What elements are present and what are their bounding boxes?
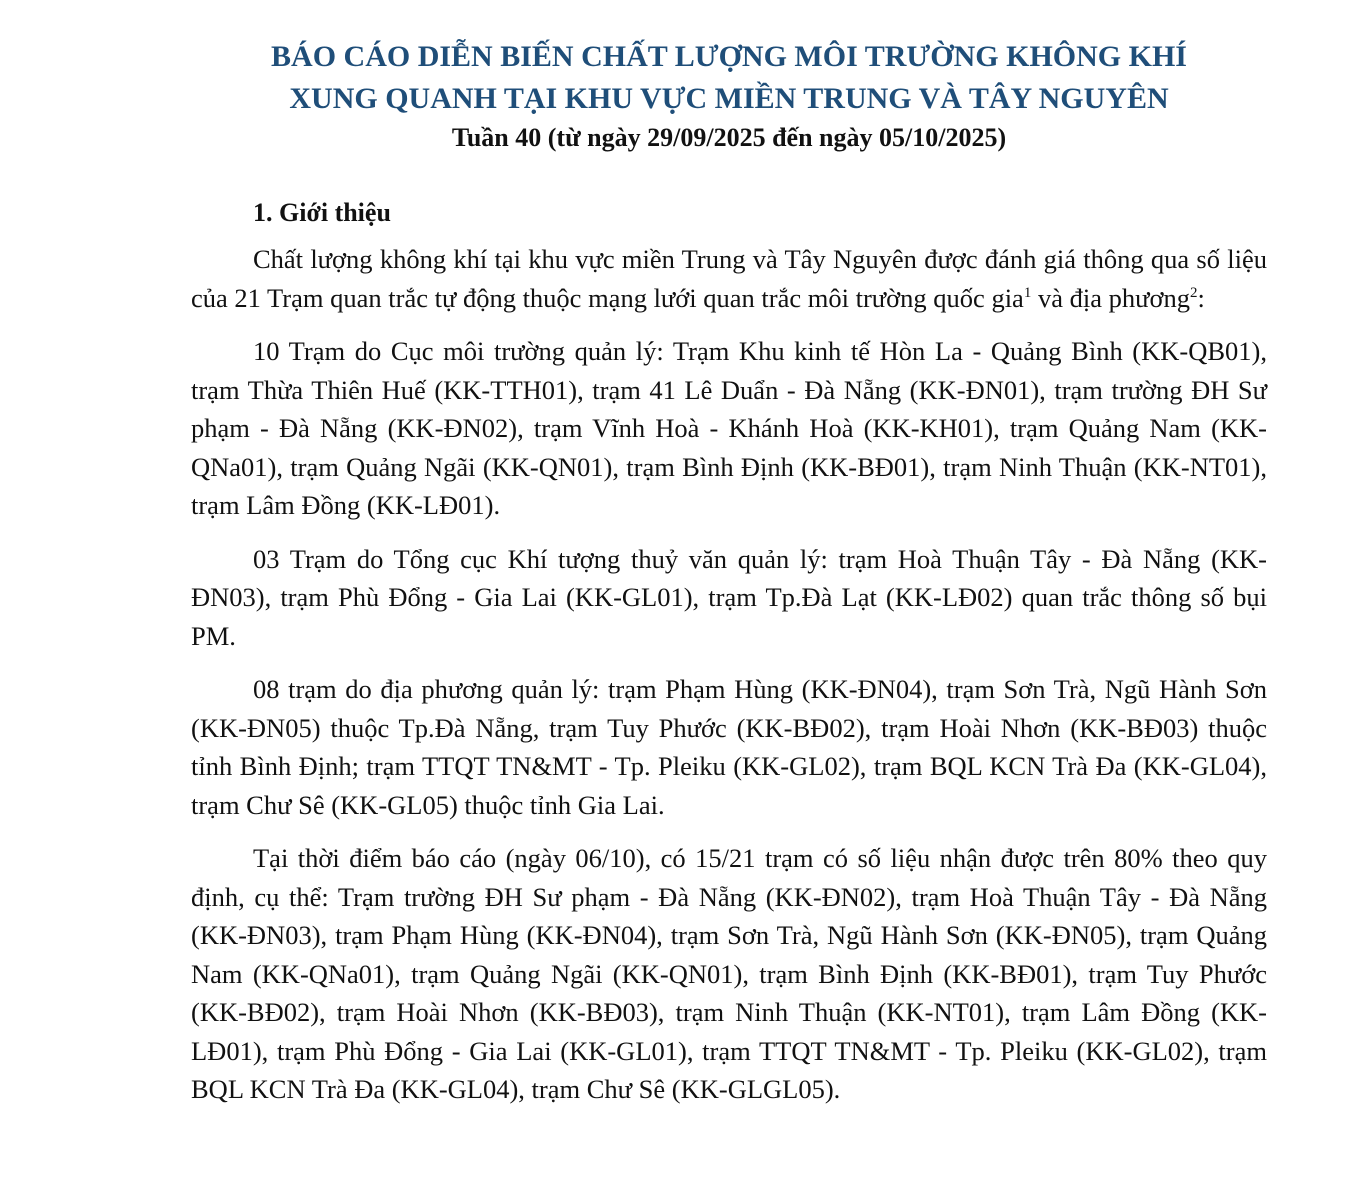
- intro-text-c: :: [1197, 282, 1205, 313]
- intro-text-a: Chất lượng không khí tại khu vực miền Trung và Tây Nguyên được đánh giá thông qua số liệu của 21 Trạm quan trắc tự động thuộc mạng lưới quan trắc môi trường quốc gia: [191, 244, 1267, 313]
- intro-paragraph: [191, 240, 1267, 317]
- paragraph-hydromet-stations: 03 Trạm do Tổng cục Khí tượng thuỷ văn quản lý: trạm Hoà Thuận Tây - Đà Nẵng (KK-ĐN03), trạm Phù Đổng - Gia Lai (KK-GL01), trạm Tp.Đà Lạt (KK-LĐ02) quan trắc thông số bụi PM.: [191, 543, 1267, 651]
- paragraph-data-status: Tại thời điểm báo cáo (ngày 06/10), có 15/21 trạm có số liệu nhận được trên 80% theo quy định, cụ thể: Trạm trường ĐH Sư phạm - Đà Nẵng (KK-ĐN02), trạm Hoà Thuận Tây - Đà Nẵng (KK-ĐN03), trạm Phạm Hùng (KK-ĐN04), trạm Sơn Trà, Ngũ Hành Sơn (KK-ĐN05), trạm Quảng Nam (KK-QNa01), trạm Quảng Ngãi (KK-QN01), trạm Bình Định (KK-BĐ01), trạm Tuy Phước (KK-BĐ02), trạm Hoài Nhơn (KK-BĐ03), trạm Ninh Thuận (KK-NT01), trạm Lâm Đồng (KK-LĐ01), trạm Phù Đổng - Gia Lai (KK-GL01), trạm TTQT TN&MT - Tp. Pleiku (KK-GL02), trạm BQL KCN Trà Đa (KK-GL04), trạm Chư Sê (KK-GLGL05).: [191, 843, 1267, 1104]
- report-title-line-1: BÁO CÁO DIỄN BIẾN CHẤT LƯỢNG MÔI TRƯỜNG KHÔNG KHÍ: [271, 40, 1187, 73]
- report-title-line-2: XUNG QUANH TẠI KHU VỰC MIỀN TRUNG VÀ TÂY NGUYÊN: [289, 82, 1169, 115]
- section-heading: 1. Giới thiệu: [253, 198, 391, 227]
- footnote-marker-2[interactable]: 2: [1189, 284, 1198, 301]
- footnote-marker-1[interactable]: 1: [1023, 284, 1032, 301]
- document-page: [191, 36, 1267, 1124]
- report-subtitle: Tuần 40 (từ ngày 29/09/2025 đến ngày 05/10/2025): [451, 123, 1007, 152]
- paragraph-national-stations: 10 Trạm do Cục môi trường quản lý: Trạm Khu kinh tế Hòn La - Quảng Bình (KK-QB01), trạm Thừa Thiên Huế (KK-TTH01), trạm 41 Lê Duẩn - Đà Nẵng (KK-ĐN01), trạm trường ĐH Sư phạm - Đà Nẵng (KK-ĐN02), trạm Vĩnh Hoà - Khánh Hoà (KK-KH01), trạm Quảng Nam (KK-QNa01), trạm Quảng Ngãi (KK-QN01), trạm Bình Định (KK-BĐ01), trạm Ninh Thuận (KK-NT01), trạm Lâm Đồng (KK-LĐ01).: [191, 336, 1267, 520]
- paragraph-local-stations: 08 trạm do địa phương quản lý: trạm Phạm Hùng (KK-ĐN04), trạm Sơn Trà, Ngũ Hành Sơn (KK-ĐN05) thuộc Tp.Đà Nẵng, trạm Tuy Phước (KK-BĐ02), trạm Hoài Nhơn (KK-BĐ03) thuộc tỉnh Bình Định; trạm TTQT TN&MT - Tp. Pleiku (KK-GL02), trạm BQL KCN Trà Đa (KK-GL04), trạm Chư Sê (KK-GL05) thuộc tỉnh Gia Lai.: [191, 674, 1267, 820]
- intro-text-b: và địa phương: [1031, 282, 1190, 313]
